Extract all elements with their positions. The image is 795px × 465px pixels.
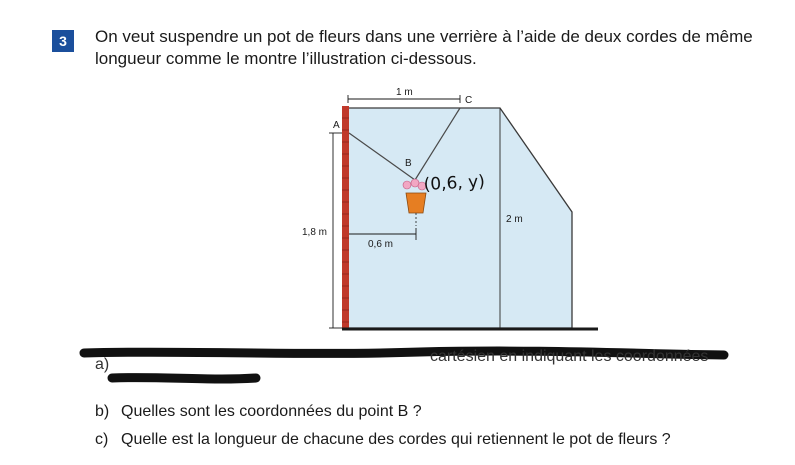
question-a-letter: a) [95, 356, 110, 373]
scribble-line-2 [112, 378, 256, 379]
left-height-label: 1,8 m [302, 227, 328, 238]
question-b-letter: b) [95, 403, 110, 420]
flower-pot [406, 193, 426, 213]
handwritten-coordinates-note: (0,6, y) [423, 171, 486, 195]
exercise-number-badge: 3 [52, 30, 74, 52]
greenhouse-glass [348, 108, 572, 328]
question-c [95, 431, 671, 449]
question-a-visible-text: cartésien en indiquant les coordonnées [430, 348, 709, 365]
intro-line-1: On veut suspendre un pot de fleurs dans une verrière à l’aide de deux cordes de même [95, 27, 753, 46]
point-c-label: C [465, 95, 473, 106]
point-a-label: A [333, 120, 340, 131]
question-b-text: Quelles sont les coordonnées du point B ? [121, 403, 422, 420]
right-height-label: 2 m [506, 214, 523, 225]
intro-line-2: longueur comme le montre l’illustration ci-dessous. [95, 49, 477, 68]
question-c-text: Quelle est la longueur de chacune des cordes qui retiennent le pot de fleurs ? [121, 431, 671, 448]
brick-wall [342, 106, 349, 330]
top-width-label: 1 m [396, 87, 413, 98]
point-b-label: B [405, 158, 412, 169]
question-b [95, 403, 422, 421]
question-c-letter: c) [95, 431, 109, 448]
horizontal-distance-label: 0,6 m [368, 239, 394, 250]
